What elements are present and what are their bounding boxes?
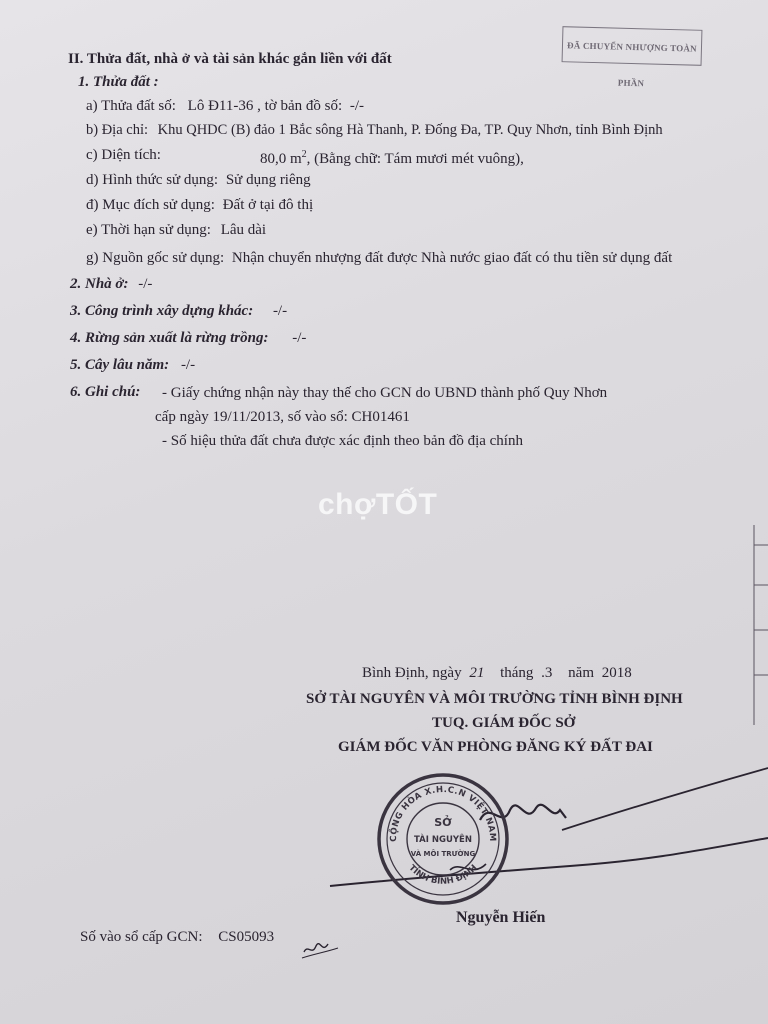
address-row: [86, 121, 663, 139]
origin-label: g) Nguồn gốc sử dụng:: [86, 250, 225, 266]
area-words: , (Bằng chữ: Tám mươi mét vuông),: [306, 151, 524, 167]
seal-inner-1: SỞ: [434, 816, 452, 829]
date-place: Bình Định, ngày: [362, 665, 462, 681]
forest-value: -/-: [292, 330, 307, 346]
area-value-group: [260, 146, 524, 168]
date-month: .3: [541, 665, 553, 681]
authority-line-1: SỞ TÀI NGUYÊN VÀ MÔI TRƯỜNG TỈNH BÌNH ĐỊNH: [306, 691, 683, 707]
parcel-value: Lô Đ11-36: [187, 98, 254, 114]
usage-form-row: [86, 171, 311, 189]
term-row: [86, 221, 266, 239]
register-row: [80, 928, 274, 946]
date-day: 21: [469, 665, 485, 681]
area-label: c) Diện tích:: [86, 147, 161, 163]
signer-name: Nguyễn Hiến: [456, 909, 546, 926]
purpose-value: Đất ở tại đô thị: [222, 197, 314, 213]
area-row: [86, 146, 524, 167]
authority-line-3: GIÁM ĐỐC VĂN PHÒNG ĐĂNG KÝ ĐẤT ĐAI: [338, 739, 653, 755]
notes-line-3: - Số hiệu thửa đất chưa được xác định theo bản đồ địa chính: [162, 433, 523, 449]
svg-text:CỘNG HÒA X.H.C.N VIỆT NAM: [388, 785, 497, 842]
edge-marks: [752, 525, 768, 725]
date-year-label: năm: [568, 665, 594, 681]
usage-form-label: d) Hình thức sử dụng:: [86, 172, 219, 188]
other-works-row: [70, 302, 287, 320]
other-works-value: -/-: [272, 303, 288, 319]
date-month-label: tháng: [500, 665, 534, 681]
section-title: II. Thửa đất, nhà ở và tài sản khác gắn liền với đất: [68, 51, 392, 67]
authority-line-2: TUQ. GIÁM ĐỐC SỞ: [432, 715, 576, 731]
land-heading: 1. Thửa đất :: [78, 74, 159, 90]
notes-line-1: - Giấy chứng nhận này thay thế cho GCN do UBND thành phố Quy Nhơn: [162, 385, 608, 401]
date-line: [362, 664, 632, 682]
perennial-value: -/-: [180, 357, 196, 373]
notes-line-2: cấp ngày 19/11/2013, số vào sổ: CH01461: [155, 409, 410, 425]
perennial-label: 5. Cây lâu năm:: [70, 357, 170, 373]
transfer-stamp: ĐÃ CHUYỂN NHƯỢNG TOÀN PHẦN: [562, 26, 703, 66]
purpose-row: [86, 196, 313, 214]
house-row: [70, 275, 152, 293]
seal-outer-text: CỘNG HÒA X.H.C.N VIỆT NAM: [388, 784, 498, 842]
forest-row: [70, 329, 306, 347]
term-label: e) Thời hạn sử dụng:: [86, 222, 211, 238]
notes-label: 6. Ghi chú:: [70, 384, 141, 400]
seal-inner-3: VÀ MÔI TRƯỜNG: [410, 850, 476, 858]
address-label: b) Địa chỉ:: [86, 122, 149, 138]
area-value: 80,0 m: [260, 151, 302, 167]
official-seal: [374, 770, 512, 908]
address-value: Khu QHDC (B) đảo 1 Bắc sông Hà Thanh, P. Đống Đa, TP. Quy Nhơn, tỉnh Bình Định: [157, 122, 663, 138]
perennial-row: [70, 356, 195, 374]
parcel-row: [86, 97, 364, 115]
register-label: Số vào sổ cấp GCN:: [80, 929, 203, 945]
house-label: 2. Nhà ở:: [70, 276, 129, 292]
term-value: Lâu dài: [220, 222, 267, 238]
date-year: 2018: [601, 665, 632, 681]
seal-inner-2: TÀI NGUYÊN: [414, 835, 472, 845]
origin-row: [86, 249, 672, 267]
forest-label: 4. Rừng sản xuất là rừng trồng:: [70, 330, 269, 346]
map-sheet-value: -/-: [349, 98, 365, 114]
register-value: CS05093: [218, 929, 275, 945]
map-sheet-label: , tờ bản đồ số:: [257, 98, 343, 114]
seal-bottom-text: TỈNH BÌNH ĐỊNH: [406, 863, 480, 887]
initials-mark: [300, 930, 340, 960]
watermark: chợTỐT: [318, 488, 438, 521]
usage-form-value: Sử dụng riêng: [225, 172, 311, 188]
other-works-label: 3. Công trình xây dựng khác:: [70, 303, 254, 319]
purpose-label: đ) Mục đích sử dụng:: [86, 197, 215, 213]
house-value: -/-: [138, 276, 153, 292]
parcel-label: a) Thửa đất số:: [86, 98, 176, 114]
area-superscript: 2: [301, 149, 307, 160]
origin-value: Nhận chuyển nhượng đất được Nhà nước giao đất có thu tiền sử dụng đất: [231, 250, 673, 266]
